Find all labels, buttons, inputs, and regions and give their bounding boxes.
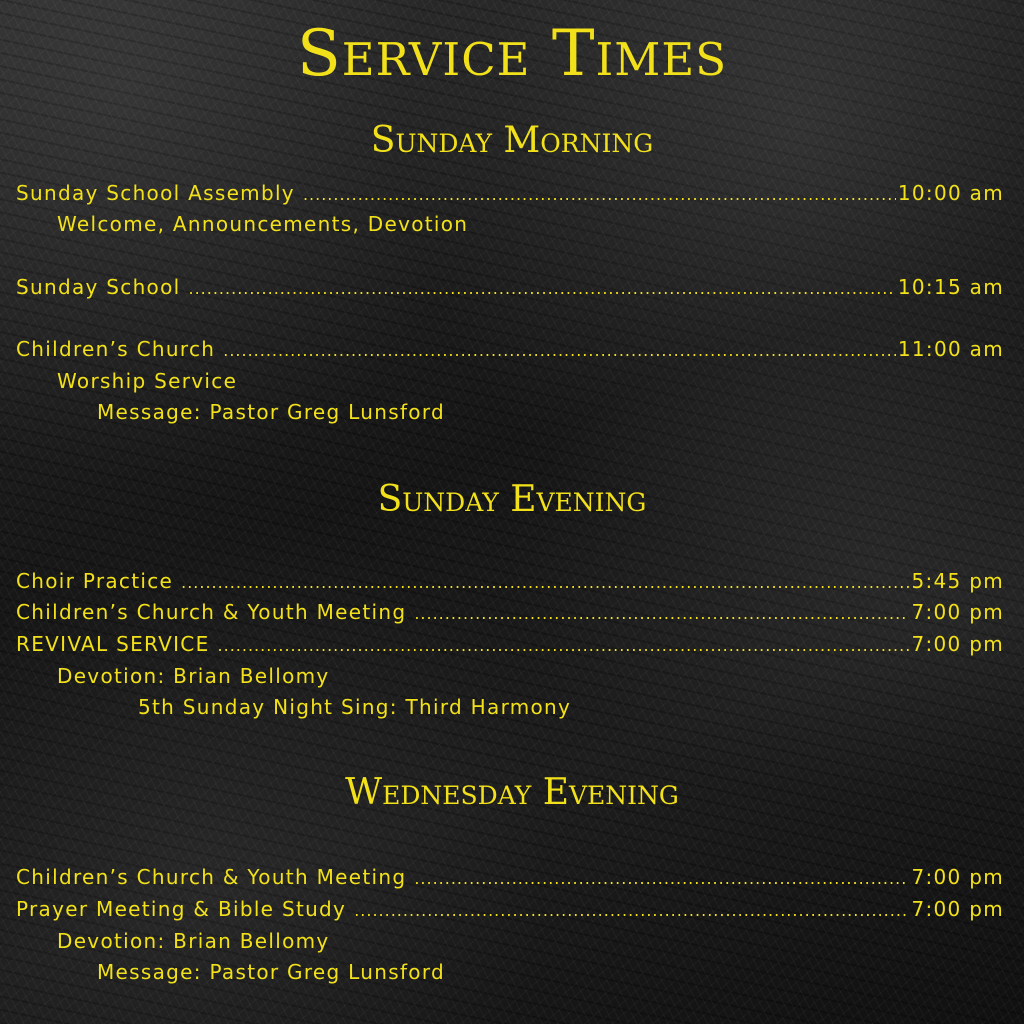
schedule-row-choir-practice (16, 566, 1004, 596)
event-time: 7:00 pm (911, 632, 1004, 656)
section-heading-wednesday-evening: Wednesday Evening (345, 772, 679, 813)
event-label: REVIVAL SERVICE (16, 632, 210, 656)
schedule-row-sunday-school (16, 272, 1004, 302)
event-time: 7:00 pm (911, 600, 1004, 624)
event-detail: Message: Pastor Greg Lunsford (97, 960, 445, 984)
event-label: Choir Practice (16, 569, 174, 593)
event-time: 7:00 pm (911, 865, 1004, 889)
dot-leader (218, 629, 910, 661)
event-detail: Message: Pastor Greg Lunsford (97, 400, 445, 424)
dot-leader (414, 862, 909, 894)
schedule-row-childrens-church (16, 334, 1004, 364)
event-detail: Devotion: Brian Bellomy (57, 929, 330, 953)
event-time: 5:45 pm (911, 569, 1004, 593)
event-label: Sunday School Assembly (16, 181, 295, 205)
schedule-row-revival-service (16, 629, 1004, 659)
dot-leader (223, 334, 896, 366)
event-time: 11:00 am (897, 337, 1004, 361)
dot-leader (354, 894, 909, 926)
event-detail: Welcome, Announcements, Devotion (57, 212, 469, 236)
event-detail: Worship Service (57, 369, 238, 393)
event-label: Prayer Meeting & Bible Study (16, 897, 347, 921)
section-heading-sunday-morning: Sunday Morning (370, 120, 654, 161)
event-time: 10:00 am (897, 181, 1004, 205)
page-title: Service Times (296, 17, 728, 91)
event-label: Children’s Church & Youth Meeting (16, 600, 407, 624)
event-label: Sunday School (16, 275, 181, 299)
dot-leader (189, 272, 896, 304)
dot-leader (303, 178, 896, 210)
event-detail: Devotion: Brian Bellomy (57, 664, 330, 688)
event-time: 10:15 am (897, 275, 1004, 299)
event-detail: 5th Sunday Night Sing: Third Harmony (138, 695, 572, 719)
schedule-row-prayer-meeting-bible-study (16, 894, 1004, 924)
schedule-row-sunday-school-assembly (16, 178, 1004, 208)
event-time: 7:00 pm (911, 897, 1004, 921)
dot-leader (414, 597, 909, 629)
event-label: Children’s Church & Youth Meeting (16, 865, 407, 889)
section-heading-sunday-evening: Sunday Evening (377, 479, 647, 520)
dot-leader (181, 566, 909, 598)
schedule-row-wed-childrens-church-youth-meeting (16, 862, 1004, 892)
schedule-row-childrens-church-youth-meeting (16, 597, 1004, 627)
event-label: Children’s Church (16, 337, 216, 361)
